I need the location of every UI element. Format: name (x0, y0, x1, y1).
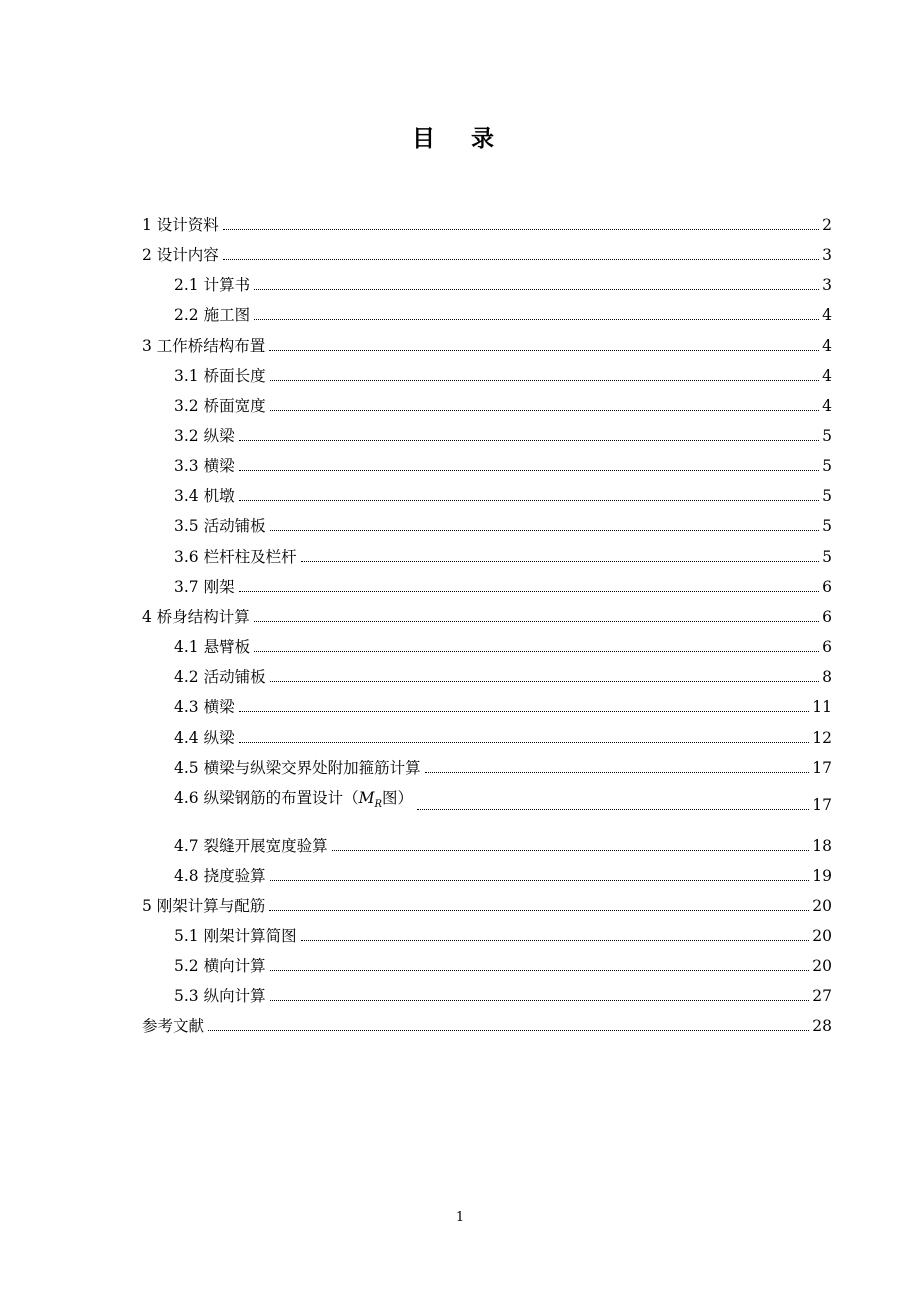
moment-symbol (358, 788, 382, 810)
toc-entry[interactable] (174, 952, 832, 976)
toc-entry-title: 3.3 横梁 (174, 457, 235, 475)
dot-leader (270, 681, 820, 682)
toc-entry-page: 5 (822, 487, 832, 505)
toc-entry-title: 4.3 横梁 (174, 698, 235, 716)
toc-entry-page: 19 (812, 867, 832, 885)
toc-entry-page: 6 (822, 608, 832, 626)
dot-leader (269, 350, 819, 351)
toc-entry-page: 17 (812, 796, 832, 814)
toc-entry-title: 4.8 挠度验算 (174, 867, 266, 885)
toc-entry-page: 4 (822, 397, 832, 415)
dot-leader (239, 470, 820, 471)
toc-entry-title: 1 设计资料 (142, 216, 219, 234)
toc-entry-page: 5 (822, 457, 832, 475)
dot-leader (208, 1030, 809, 1031)
toc-entry-title: 2.2 施工图 (174, 306, 251, 324)
dot-leader (239, 500, 820, 501)
toc-entry-page: 4 (822, 306, 832, 324)
toc-entry[interactable] (174, 362, 832, 386)
dot-leader (270, 880, 810, 881)
toc-entry-page: 5 (822, 427, 832, 445)
toc-entry-page: 5 (822, 548, 832, 566)
toc-entry[interactable] (142, 211, 832, 235)
dot-leader (270, 1000, 810, 1001)
toc-entry-page: 4 (822, 367, 832, 385)
toc-entry-title: 4.2 活动铺板 (174, 668, 266, 686)
toc-entry-title: 3.2 桥面宽度 (174, 397, 266, 415)
toc-entry[interactable] (174, 724, 832, 748)
toc-entry-title: 3.1 桥面长度 (174, 367, 266, 385)
toc-entry[interactable] (174, 922, 832, 946)
dot-leader (223, 259, 819, 260)
toc-entry-page: 2 (822, 216, 832, 234)
toc-entry[interactable] (142, 241, 832, 265)
toc-entry-title: 5.1 刚架计算简图 (174, 927, 297, 945)
dot-leader (239, 711, 810, 712)
toc-entry[interactable] (174, 754, 832, 778)
toc-entry-page: 20 (812, 927, 832, 945)
page-number: 1 (455, 1210, 465, 1225)
dot-leader (254, 289, 819, 290)
dot-leader (223, 229, 819, 230)
toc-entry[interactable] (174, 271, 832, 295)
dot-leader (301, 940, 810, 941)
toc-entry-page: 28 (812, 1017, 832, 1035)
toc-entry-page: 5 (822, 517, 832, 535)
toc-entry-title: 4.4 纵梁 (174, 729, 235, 747)
toc-entry[interactable] (174, 543, 832, 567)
toc-entry[interactable] (142, 332, 832, 356)
toc-entry-page: 6 (822, 638, 832, 656)
toc-entry-page: 3 (822, 246, 832, 264)
toc-entry-page: 11 (812, 698, 832, 716)
toc-entry-page: 20 (812, 957, 832, 975)
toc-entry-page: 4 (822, 337, 832, 355)
toc-entry-page: 20 (812, 897, 832, 915)
toc-entry-title: 2.1 计算书 (174, 276, 251, 294)
toc-entry[interactable] (174, 693, 832, 717)
dot-leader (417, 809, 809, 810)
toc-entry-title: 5.2 横向计算 (174, 957, 266, 975)
toc-entry[interactable] (174, 573, 832, 597)
toc-entry-page: 27 (812, 987, 832, 1005)
dot-leader (270, 530, 820, 531)
dot-leader (254, 621, 819, 622)
toc-entry[interactable] (174, 633, 832, 657)
toc-entry[interactable] (142, 892, 832, 916)
toc-entry[interactable] (174, 982, 832, 1006)
toc-entry-title-prefix: 4.6 纵梁钢筋的布置设计（ (174, 788, 359, 807)
dot-leader (270, 970, 810, 971)
toc-entry-title: 3.2 纵梁 (174, 427, 235, 445)
toc-entry[interactable] (174, 788, 832, 815)
dot-leader (239, 591, 820, 592)
dot-leader (270, 380, 820, 381)
toc-entry[interactable] (174, 512, 832, 536)
toc-entry-title: 3.5 活动铺板 (174, 517, 266, 535)
toc-entry[interactable] (174, 832, 832, 856)
toc-entry-title: 5.3 纵向计算 (174, 987, 266, 1005)
toc-entry-title: 3.7 刚架 (174, 578, 235, 596)
dot-leader (254, 651, 819, 652)
toc-entry[interactable] (174, 422, 832, 446)
toc-entry-title: 3.6 栏杆柱及栏杆 (174, 548, 297, 566)
toc-entry[interactable] (174, 482, 832, 506)
dot-leader (425, 772, 810, 773)
toc-entry[interactable] (142, 603, 832, 627)
toc-entry-title: 4.1 悬臂板 (174, 638, 251, 656)
toc-title: 目 录 (411, 125, 508, 152)
toc-entry-title: 4 桥身结构计算 (142, 608, 250, 626)
dot-leader (239, 440, 820, 441)
toc-entry[interactable] (174, 301, 832, 325)
toc-entry-page: 18 (812, 837, 832, 855)
toc-entry[interactable] (174, 663, 832, 687)
dot-leader (269, 910, 809, 911)
toc-entry-title: 4.7 裂缝开展宽度验算 (174, 837, 328, 855)
toc-entry-page: 12 (812, 729, 832, 747)
dot-leader (270, 410, 820, 411)
toc-entry[interactable] (174, 862, 832, 886)
dot-leader (332, 850, 810, 851)
toc-entry-title: 5 刚架计算与配筋 (142, 897, 266, 915)
toc-entry-page: 3 (822, 276, 832, 294)
toc-entry-title: 2 设计内容 (142, 246, 219, 264)
toc-entry-title (174, 788, 415, 815)
toc-entry[interactable] (174, 392, 832, 416)
toc-entry-title: 3.4 机墩 (174, 487, 235, 505)
toc-entry-page: 8 (822, 668, 832, 686)
dot-leader (254, 319, 819, 320)
toc-entry-title: 参考文献 (142, 1017, 205, 1035)
toc-entry-title-suffix: 图） (381, 788, 413, 807)
toc-entry-title: 3 工作桥结构布置 (142, 337, 266, 355)
toc-entry[interactable] (142, 1012, 832, 1036)
toc-entry[interactable] (174, 452, 832, 476)
toc-entry-title: 4.5 横梁与纵梁交界处附加箍筋计算 (174, 759, 421, 777)
moment-symbol-subscript: R (374, 799, 382, 810)
toc-entry-page: 6 (822, 578, 832, 596)
dot-leader (301, 561, 820, 562)
dot-leader (239, 742, 810, 743)
moment-symbol-letter: M (358, 788, 375, 807)
toc-entry-page: 17 (812, 759, 832, 777)
